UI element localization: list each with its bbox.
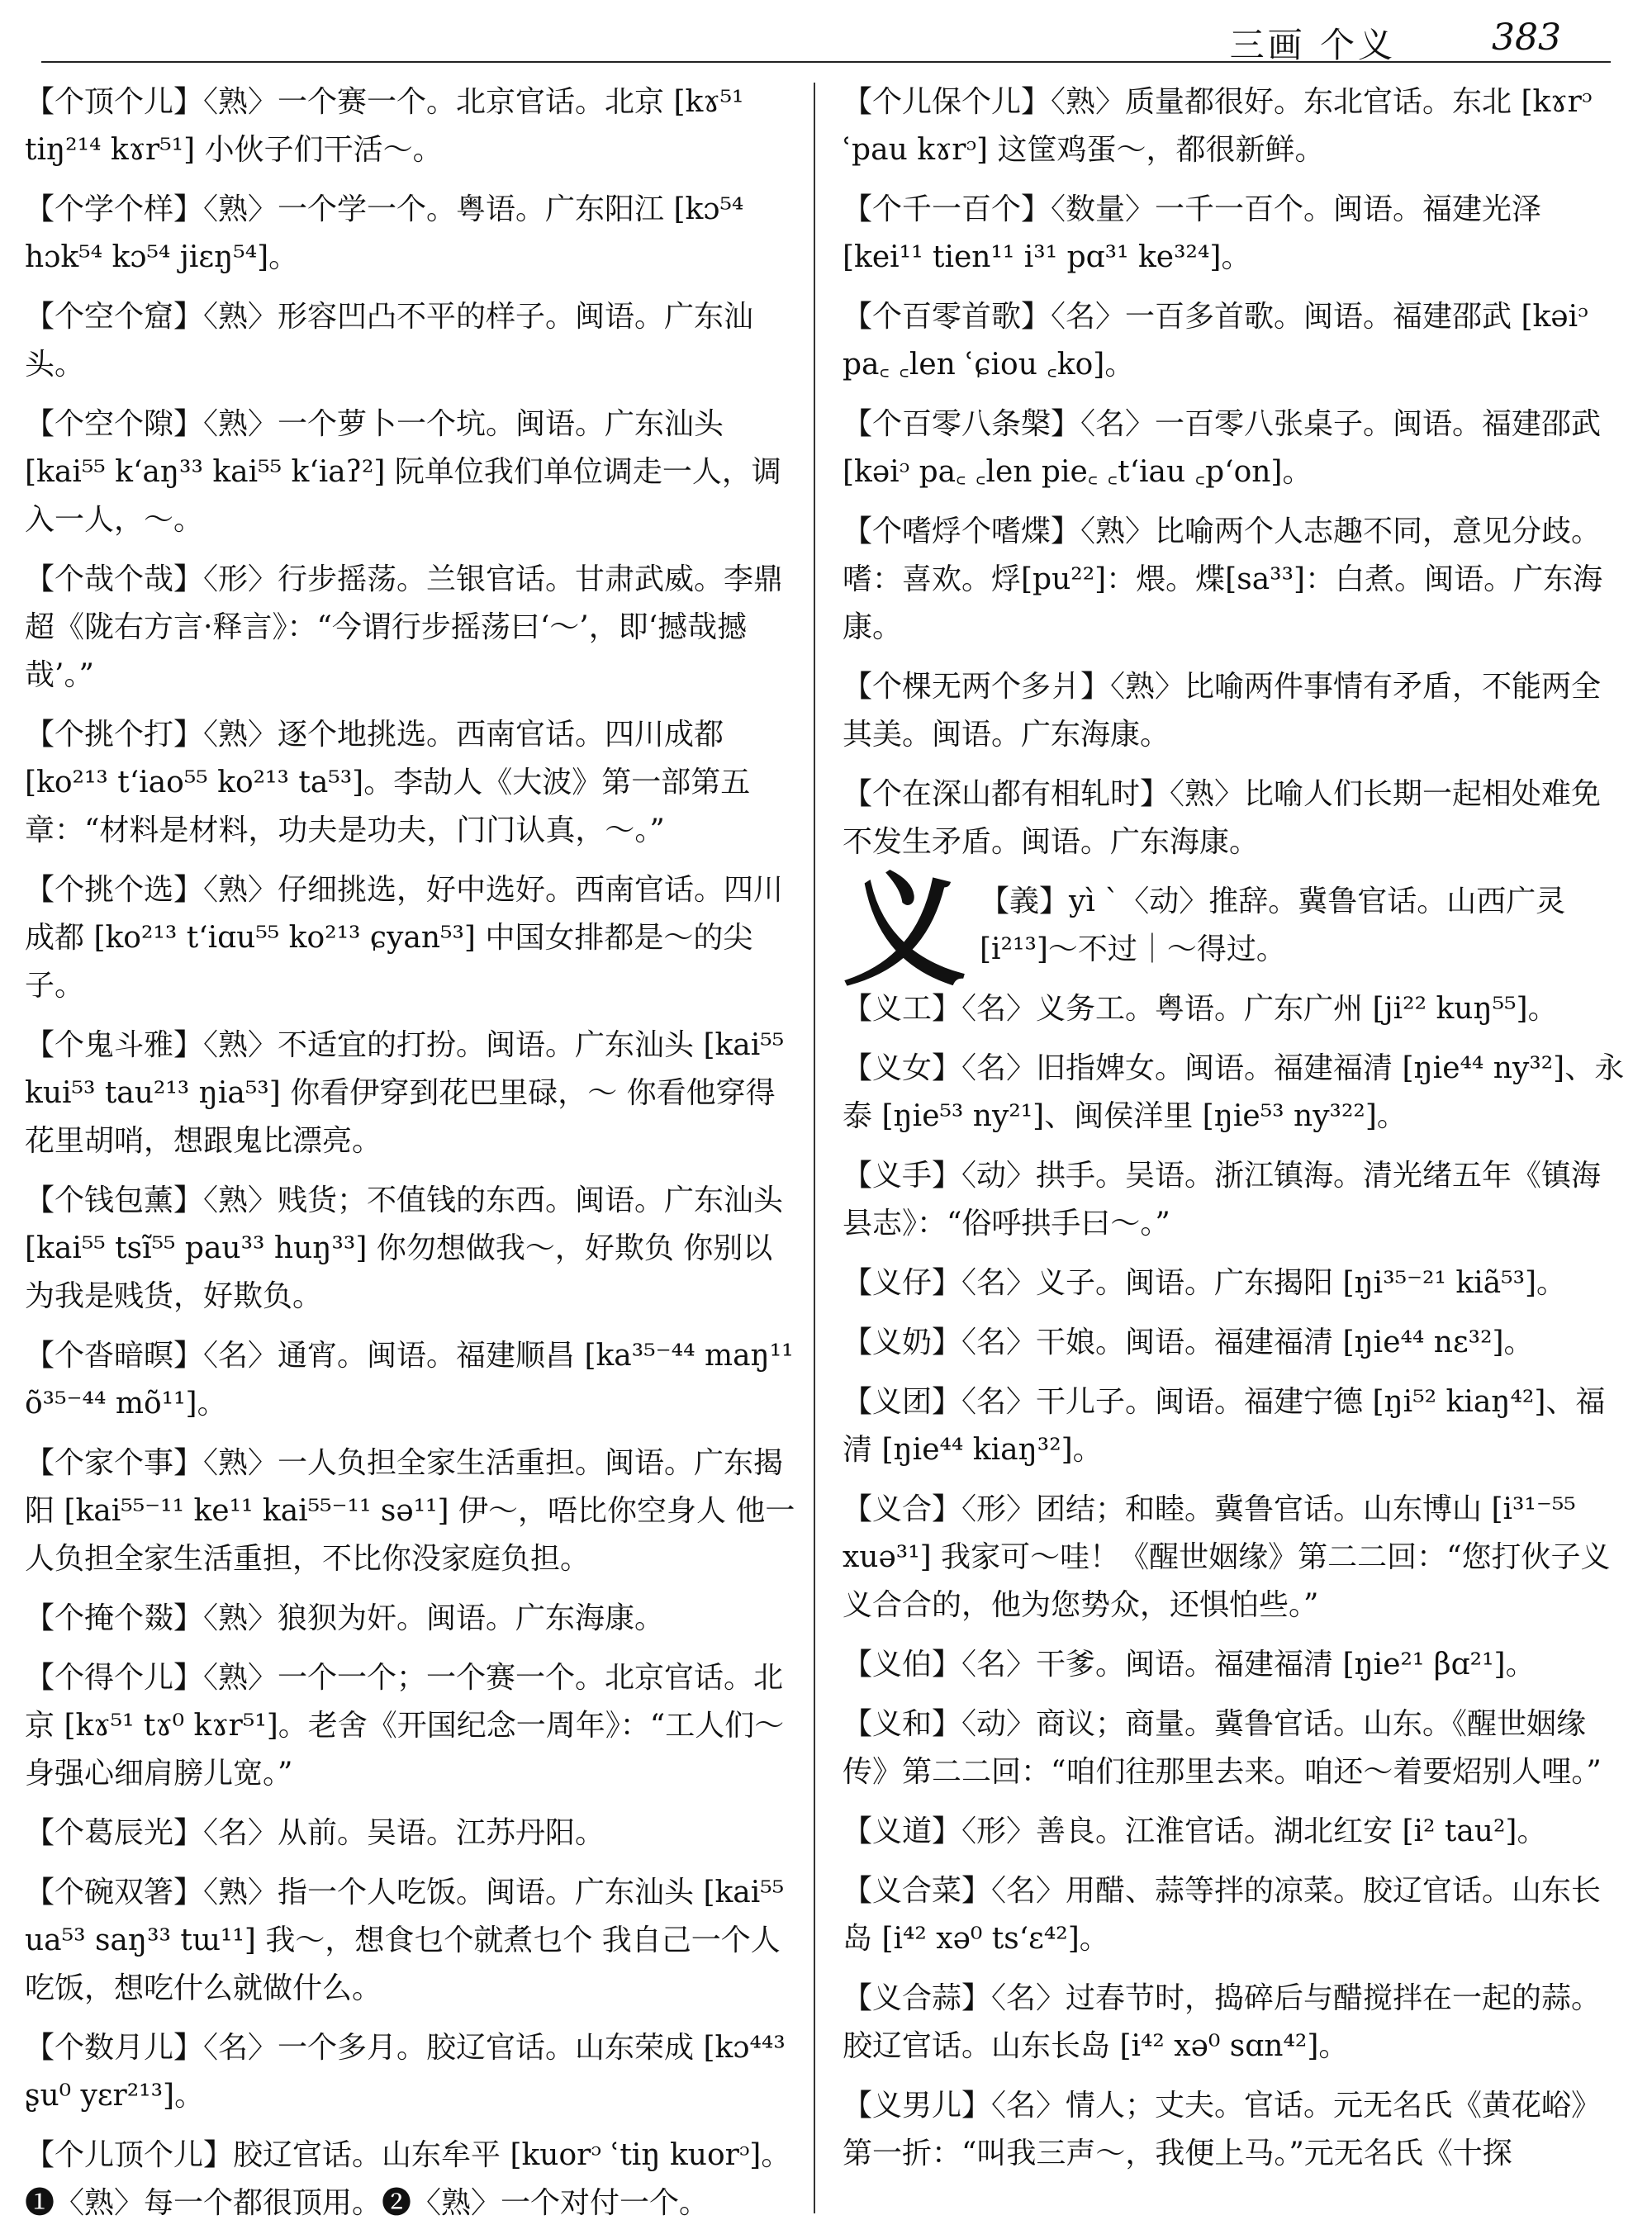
entry: 【个空个隙】〈熟〉一个萝卜一个坑。闽语。广东汕头 [kai⁵⁵ kʻaŋ³³ kai⁵⁵ kʻiaʔ²] 阮单位我们单位调走一人，调入一人，～。 bbox=[25, 407, 781, 537]
entry: 【个挑个打】〈熟〉逐个地挑选。西南官话。四川成都 [ko²¹³ tʻiao⁵⁵ ko²¹³ ta⁵³]。李劼人《大波》第一部第五章：“材料是材料，功夫是功夫，门门认真，～。” bbox=[25, 718, 751, 847]
entry: 【义合菜】〈名〉用醋、蒜等拌的凉菜。胶辽官话。山东长岛 [i⁴² xə⁰ tsʻɛ⁴²]。 bbox=[843, 1874, 1602, 1956]
entry: 【义仔】〈名〉义子。闽语。广东揭阳 [ŋi³⁵⁻²¹ kiã⁵³]。 bbox=[843, 1266, 1567, 1300]
page-header bbox=[41, 12, 1611, 63]
entry: 【个学个样】〈熟〉一个学一个。粤语。广东阳江 [kɔ⁵⁴ hɔk⁵⁴ kɔ⁵⁴ jiɛŋ⁵⁴]。 bbox=[25, 192, 744, 274]
entry: 【义道】〈形〉善良。江淮官话。湖北红安 [i² tau²]。 bbox=[843, 1814, 1547, 1848]
entry: 【个儿保个儿】〈熟〉质量都很好。东北官话。东北 [kɤrᵓ ʿpau kɤrᵓ] 这筐鸡蛋～，都很新鲜。 bbox=[843, 85, 1593, 167]
entry: 【义男儿】〈名〉情人；丈夫。官话。元无名氏《黄花峪》第一折：“叫我三声～，我便上马。”元无名氏《十探 bbox=[843, 2089, 1602, 2170]
entry: 【义伯】〈名〉干爹。闽语。福建福清 [ŋie²¹ βɑ²¹]。 bbox=[843, 1648, 1536, 1682]
entry: 【个掩个敠】〈熟〉狼狈为奸。闽语。广东海康。 bbox=[25, 1601, 665, 1635]
entry: 【个在深山都有相轧时】〈熟〉比喻人们长期一起相处难免不发生矛盾。闽语。广东海康。 bbox=[843, 777, 1602, 859]
entry: 【義】yì ˋ〈动〉推辞。冀鲁官话。山西广灵 [i²¹³]～不过｜～得过。 bbox=[980, 885, 1566, 966]
left-column bbox=[25, 78, 801, 2239]
entry: 【义和】〈动〉商议；商量。冀鲁官话。山东。《醒世姻缘传》第二二回：“咱们往那里去来。咱还～着要炤别人哩。” bbox=[843, 1707, 1602, 1789]
entry: 【义合蒜】〈名〉过春节时，捣碎后与醋搅拌在一起的蒜。胶辽官话。山东长岛 [i⁴² xə⁰ sɑn⁴²]。 bbox=[843, 1981, 1602, 2063]
column-divider bbox=[814, 83, 815, 2213]
entry: 【个葛辰光】〈名〉从前。吴语。江苏丹阳。 bbox=[25, 1816, 605, 1850]
entry: 【个百零八条槃】〈名〉一百零八张桌子。闽语。福建邵武 [kəiᵓ pa꜀ ꜀len pie꜀ ꜀tʻiau ꜀pʻon]。 bbox=[843, 407, 1602, 489]
entry: 【个碗双箸】〈熟〉指一个人吃饭。闽语。广东汕头 [kai⁵⁵ ua⁵³ saŋ³³ tɯ¹¹] 我～，想食乜个就煮乜个 我自己一个人吃饭，想吃什么就做什么。 bbox=[25, 1876, 785, 2005]
page-number: 383 bbox=[1492, 17, 1561, 59]
entry: 【个钱包薰】〈熟〉贱货；不值钱的东西。闽语。广东汕头 [kai⁵⁵ tsĩ⁵⁵ pau³³ huŋ³³] 你勿想做我～，好欺负 你别以为我是贱货，好欺负。 bbox=[25, 1184, 784, 1313]
entry: 【个鬼斗雅】〈熟〉不适宜的打扮。闽语。广东汕头 [kai⁵⁵ kui⁵³ tau²¹³ ŋia⁵³] 你看伊穿到花巴里碌，～ 你看他穿得花里胡哨，想跟鬼比漂亮。 bbox=[25, 1028, 785, 1158]
entry: 【个沓暗暝】〈名〉通宵。闽语。福建顺昌 [ka³⁵⁻⁴⁴ maŋ¹¹ õ³⁵⁻⁴⁴ mõ¹¹]。 bbox=[25, 1339, 794, 1421]
entry: 【个顶个儿】〈熟〉一个赛一个。北京官话。北京 [kɤ⁵¹ tiŋ²¹⁴ kɤr⁵¹] 小伙子们干活～。 bbox=[25, 85, 744, 167]
entry: 【个嗜烰个嗜煠】〈熟〉比喻两个人志趣不同，意见分歧。嗜：喜欢。烰[pu²²]：煨。煠[sa³³]：白煮。闽语。广东海康。 bbox=[843, 515, 1603, 644]
entry: 【个空个窟】〈熟〉形容凹凸不平的样子。闽语。广东汕头。 bbox=[25, 300, 754, 382]
entry: 【个挑个选】〈熟〉仔细挑选，好中选好。西南官话。四川成都 [ko²¹³ tʻiɑu⁵⁵ ko²¹³ ɕyan⁵³] 中国女排都是～的尖子。 bbox=[25, 873, 784, 1003]
head-character-entry bbox=[843, 860, 1627, 1003]
entry: 【义合】〈形〉团结；和睦。冀鲁官话。山东博山 [i³¹⁻⁵⁵ xuə³¹] 我家可～哇！《醒世姻缘》第二二回：“您打伙子义义合合的，他为您势众，还惧怕些。” bbox=[843, 1492, 1611, 1622]
entry: 【个棵无两个多爿】〈熟〉比喻两件事情有矛盾，不能两全其美。闽语。广东海康。 bbox=[843, 670, 1602, 752]
section-title: 三画 个义 bbox=[1229, 25, 1396, 65]
entry: 【个家个事】〈熟〉一人负担全家生活重担。闽语。广东揭阳 [kai⁵⁵⁻¹¹ ke¹¹ kai⁵⁵⁻¹¹ sə¹¹] 伊～，唔比你空身人 他一人负担全家生活重担，不比你没家庭负担。 bbox=[25, 1446, 795, 1576]
entry: 【义手】〈动〉拱手。吴语。浙江镇海。清光绪五年《镇海县志》：“俗呼拱手曰～。” bbox=[843, 1159, 1602, 1240]
entry: 【个儿顶个儿】胶辽官话。山东牟平 [kuorᵓ ʿtiŋ kuorᵓ]。❶〈熟〉每一个都很顶用。❷〈熟〉一个对付一个。 bbox=[25, 2138, 791, 2220]
entry: 【义女】〈名〉旧指婢女。闽语。福建福清 [ŋie⁴⁴ ny³²]、永泰 [ŋie⁵³ ny²¹]、闽侯洋里 [ŋie⁵³ ny³²²]。 bbox=[843, 1051, 1625, 1133]
head-character: 义 bbox=[843, 860, 967, 1003]
entry: 【个百零首歌】〈名〉一百多首歌。闽语。福建邵武 [kəiᵓ pa꜀ ꜀len ʿɕiou ꜀ko]。 bbox=[843, 300, 1588, 382]
entry: 【义奶】〈名〉干娘。闽语。福建福清 [ŋie⁴⁴ nɛ³²]。 bbox=[843, 1326, 1534, 1359]
right-column bbox=[843, 78, 1627, 2189]
entry: 【义团】〈名〉干儿子。闽语。福建宁德 [ŋi⁵² kiaŋ⁴²]、福清 [ŋie⁴⁴ kiaŋ³²]。 bbox=[843, 1385, 1606, 1467]
entry: 【个数月儿】〈名〉一个多月。胶辽官话。山东荣成 [kɔ⁴⁴³ ʂu⁰ yɛr²¹³]。 bbox=[25, 2031, 786, 2113]
entry: 【义工】〈名〉义务工。粤语。广东广州 [ji²² kuŋ⁵⁵]。 bbox=[843, 992, 1558, 1026]
entry: 【个得个儿】〈熟〉一个一个；一个赛一个。北京官话。北京 [kɤ⁵¹ tɤ⁰ kɤr⁵¹]。老舍《开国纪念一周年》：“工人们～身强心细肩膀儿宽。” bbox=[25, 1661, 785, 1791]
entry: 【个千一百个】〈数量〉一千一百个。闽语。福建光泽 [kei¹¹ tien¹¹ i³¹ pɑ³¹ ke³²⁴]。 bbox=[843, 192, 1542, 274]
entry: 【个哉个哉】〈形〉行步摇荡。兰银官话。甘肃武威。李鼎超《陇右方言·释言》：“今谓行步摇荡曰‘～’，即‘撼哉撼哉’。” bbox=[25, 562, 784, 692]
